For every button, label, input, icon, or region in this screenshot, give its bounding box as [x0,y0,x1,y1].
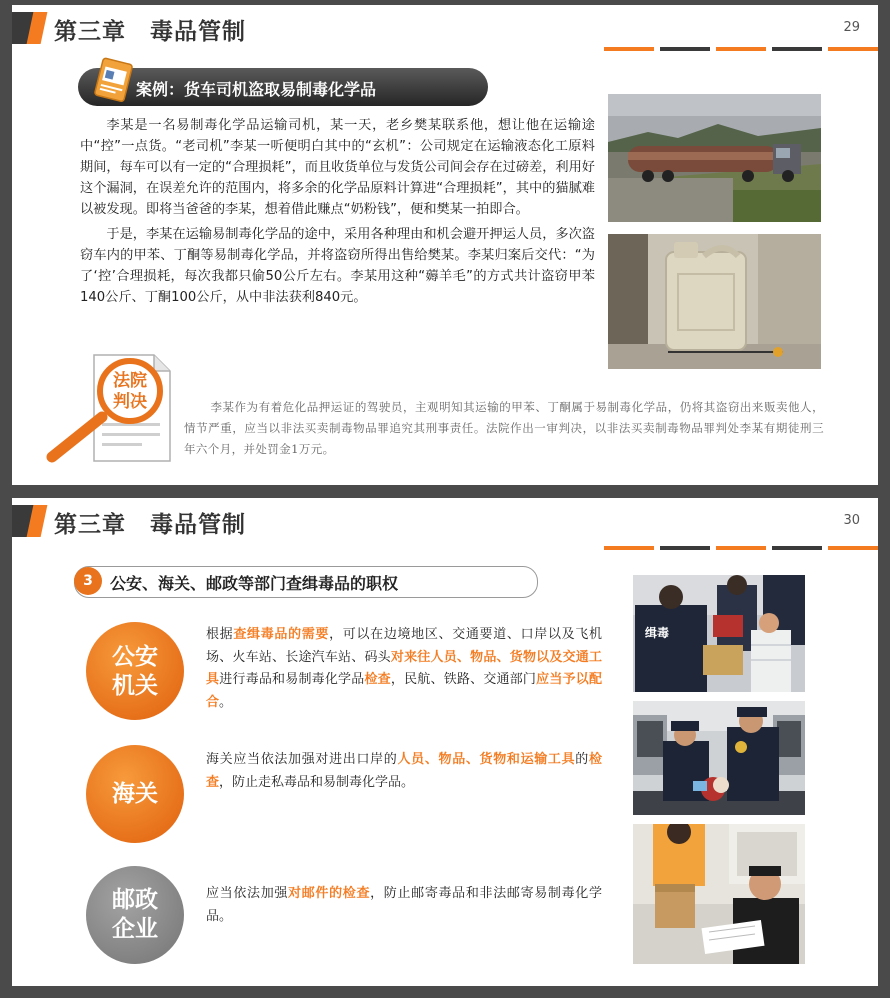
court-verdict-text: 李某作为有着危化品押运证的驾驶员，主观明知其运输的甲苯、丁酮属于易制毒化学品，仍将其盗窃出来贩卖他人，情节严重，应当以非法买卖制毒物品罪追究其刑事责任。法院作出一审判决，以非法买卖制毒物品罪判处李某有期徒刑三年六个月，并处罚金1万元。 [184,400,824,456]
postal-label-circle [86,866,184,964]
text-run: ，防止邮寄毒品和非法邮寄易制毒化学品。 [206,886,602,924]
customs-label-line-1: 海关 [112,781,158,807]
highlighted-term: 对来往人员、物品、货物以及交通工具 [206,649,602,687]
slide-30 [12,498,878,986]
slide-header [12,498,878,543]
text-run: 应当依法加强 [206,886,289,901]
text-run: ，可以在边境地区、交通要道、口岸以及飞机场、火车站、长途汽车站、码头 [206,627,602,665]
postal-label-line-2: 企业 [112,916,158,942]
text-run: 的 [575,752,589,767]
postal-inspection-photo [633,824,805,964]
highlighted-term: 查缉毒品的需要 [233,627,330,642]
postal-duty-text [206,883,602,928]
highlighted-term: 检查 [206,752,602,790]
case-paragraph-2: 于是，李某在运输易制毒化学品的途中，采用各种理由和机会避开押运人员，多次盗窃车内的甲苯、丁酮等易制毒化学品，并将盗窃所得出售给樊某。李某归案后交代：“为了‘控’合理损耗，每次我都只偷50公斤左右。李某用这种“薅羊毛”的方式共计盗窃甲苯140公斤、丁酮100公斤，从中非法获利840元。 [80,227,595,305]
case-text [80,115,595,308]
text-run: 。 [219,694,233,710]
chapter-title: 第三章 毒品管制 [54,512,246,538]
highlighted-term: 检查 [364,672,391,687]
slide-header [12,5,878,50]
section-title: 公安、海关、邮政等部门查缉毒品的职权 [110,574,399,593]
text-run: ，防止走私毒品和易制毒化学品。 [219,774,415,790]
jerry-can-photo [608,234,821,369]
police-label-line-2: 机关 [112,673,158,699]
customs-label-circle [86,745,184,843]
header-bars [604,47,878,51]
highlighted-term: 对邮件的检查 [288,886,371,901]
page-number: 29 [843,20,860,35]
police-duty-text [206,624,602,714]
case-paragraph-1: 李某是一名易制毒化学品运输司机，某一天，老乡樊某联系他，想让他在运输途中“控”一点货。“老司机”李某一听便明白其中的“玄机”：公司规定在运输液态化工原料期间，每车可以有一定的“合理损耗”，而且收货单位与发货公司间会存在过磅差，利用好这个漏洞，在误差允许的范围内，将多余的化学品原料计算进“合理损耗”，其中的猫腻难以被发现。即将当爸爸的李某，想着借此赚点“奶粉钱”，便和樊某一拍即合。 [80,118,595,217]
section-number-badge [74,567,102,595]
customs-duty-text [206,749,602,794]
police-label-line-1: 公安 [112,644,158,670]
header-bars [604,546,878,550]
slide-29 [12,5,878,485]
page-number: 30 [843,513,860,528]
court-label [104,371,156,413]
case-title: 案例：货车司机盗取易制毒化学品 [136,80,377,99]
postal-label-line-1: 邮政 [112,887,158,913]
customs-inspection-photo [633,701,805,815]
case-file-icon [92,57,136,107]
police-label-circle [86,622,184,720]
text-run: ，民航、铁路、交通部门 [390,672,537,687]
police-inspection-photo [633,575,805,692]
section-number: 3 [83,573,93,589]
text-run: 根据 [206,627,234,642]
svg-text:缉毒: 缉毒 [645,626,670,640]
text-run: 海关应当依法加强对进出口岸的 [206,752,398,767]
highlighted-term: 应当予以配合 [206,672,602,710]
chapter-title: 第三章 毒品管制 [54,19,246,45]
tanker-truck-photo [608,94,821,222]
court-label-text: 法院判决 [113,371,147,412]
text-run: 进行毒品和易制毒化学品 [219,672,365,687]
highlighted-term: 人员、物品、货物和运输工具 [397,752,576,767]
